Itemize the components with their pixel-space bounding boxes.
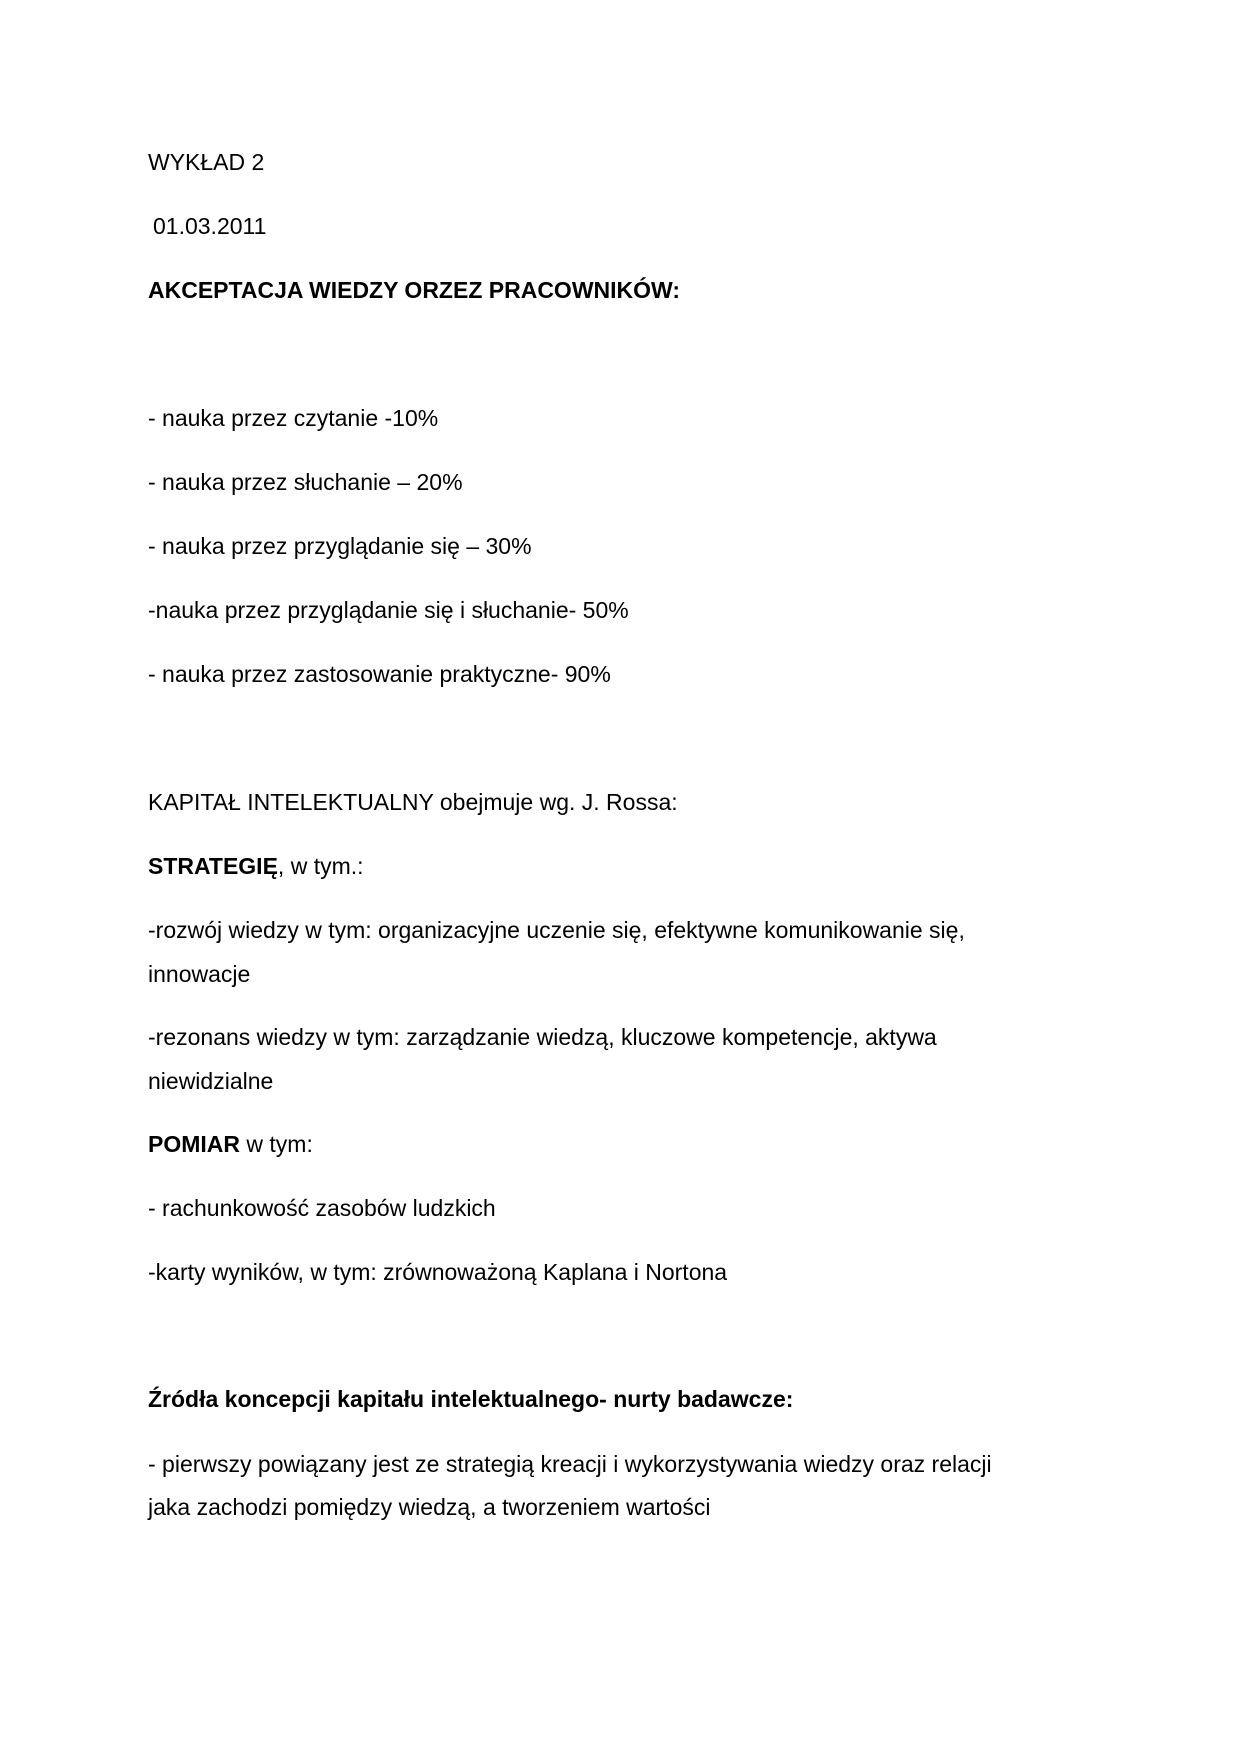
strategy-item-line: -rozwój wiedzy w tym: organizacyjne uczenie się, efektywne komunikowanie się, xyxy=(148,917,965,943)
strategy-heading-rest: , w tym.: xyxy=(277,853,364,879)
lecture-title: WYKŁAD 2 xyxy=(148,149,265,175)
measurement-heading xyxy=(148,1130,313,1158)
learning-item: - nauka przez przyglądanie się – 30% xyxy=(148,533,532,559)
strategy-heading-bold: STRATEGIĘ xyxy=(148,853,278,879)
lecture-date: 01.03.2011 xyxy=(153,213,267,239)
measurement-heading-rest: w tym: xyxy=(240,1131,313,1157)
strategy-item-line: -rezonans wiedzy w tym: zarządzanie wiedzą, kluczowe kompetencje, aktywa xyxy=(148,1024,937,1050)
capital-intro: KAPITAŁ INTELEKTUALNY obejmuje wg. J. Rossa: xyxy=(148,789,678,815)
research-item-line: - pierwszy powiązany jest ze strategią kreacji i wykorzystywania wiedzy oraz relacji xyxy=(148,1451,992,1477)
learning-item: - nauka przez zastosowanie praktyczne- 90% xyxy=(148,661,611,687)
strategy-item-line: niewidzialne xyxy=(148,1068,274,1094)
strategy-heading xyxy=(148,852,364,880)
section-heading-knowledge-acceptance: AKCEPTACJA WIEDZY ORZEZ PRACOWNIKÓW: xyxy=(148,277,680,303)
measurement-item: - rachunkowość zasobów ludzkich xyxy=(148,1195,496,1221)
measurement-heading-bold: POMIAR xyxy=(148,1131,240,1157)
section-heading-sources: Źródła koncepcji kapitału intelektualnego- nurty badawcze: xyxy=(148,1386,794,1412)
strategy-item-line: innowacje xyxy=(148,961,251,987)
learning-item: - nauka przez słuchanie – 20% xyxy=(148,469,463,495)
measurement-item: -karty wyników, w tym: zrównoważoną Kaplana i Nortona xyxy=(148,1259,728,1285)
learning-item: -nauka przez przyglądanie się i słuchanie- 50% xyxy=(148,597,629,623)
learning-item: - nauka przez czytanie -10% xyxy=(148,405,439,431)
research-item-line: jaka zachodzi pomiędzy wiedzą, a tworzeniem wartości xyxy=(148,1494,711,1520)
